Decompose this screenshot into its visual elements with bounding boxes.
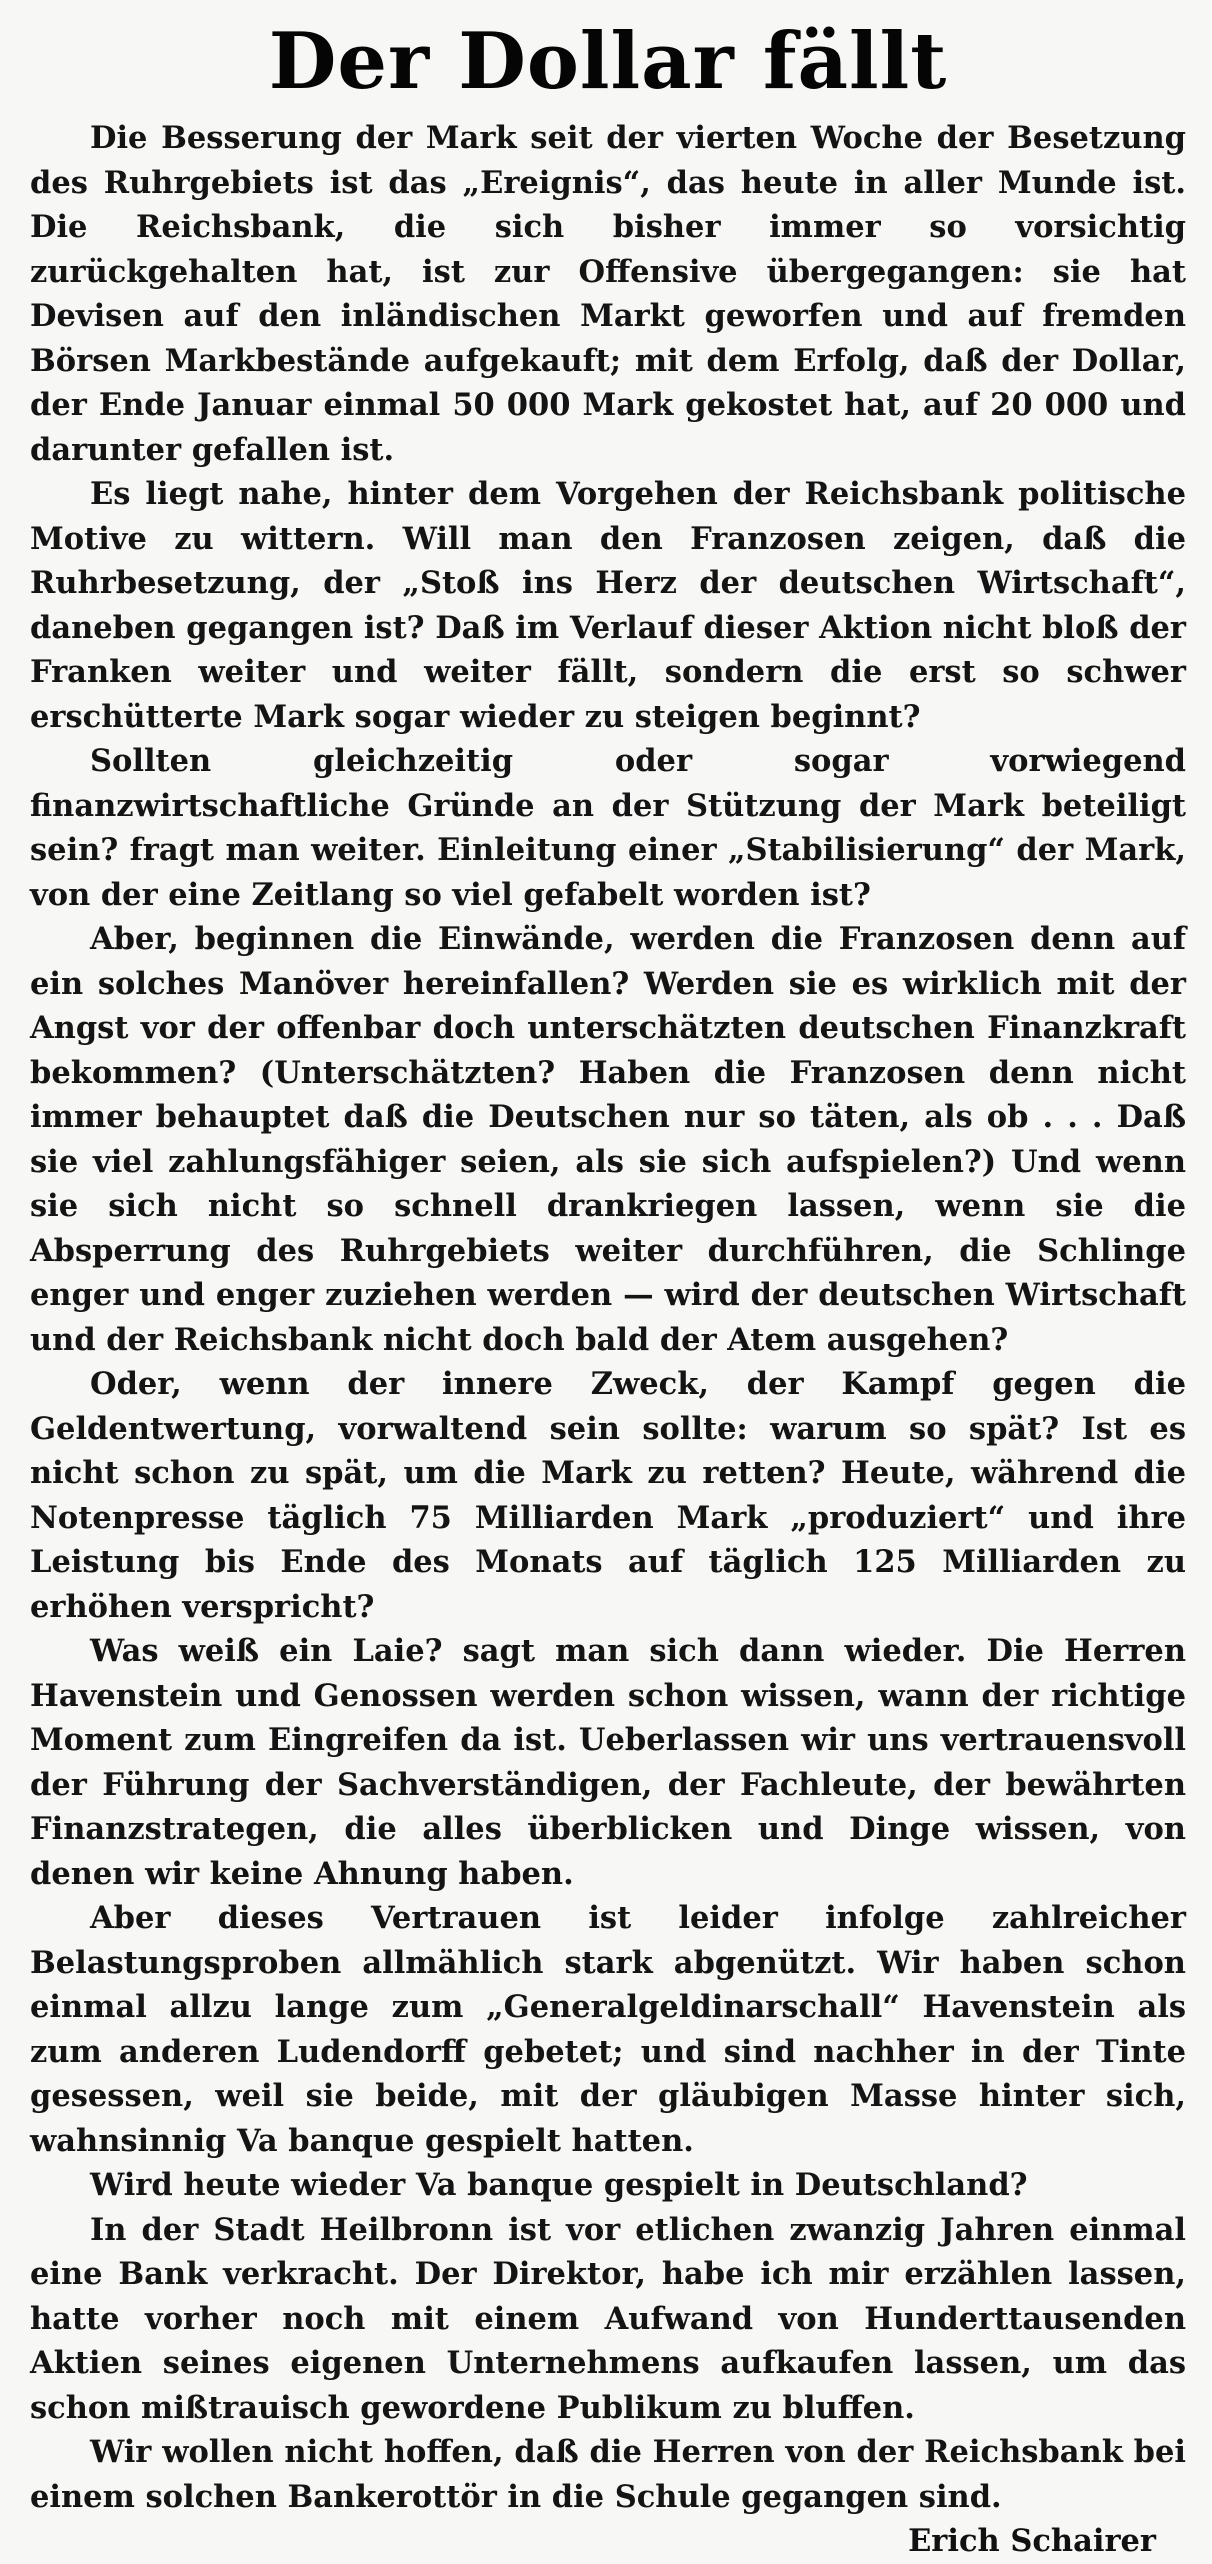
headline: Der Dollar fällt (268, 16, 948, 107)
paragraph-9: In der Stadt Heilbronn ist vor etlichen zwanzig Jahren einmal eine Bank verkracht. Der Direktor, habe ich mir erzählen lassen, hatte vorher noch mit einem Aufwand von Hunderttausenden Aktien seines eigenen Unternehmens aufkaufen lassen, um das schon mißtrauisch gewordene Publikum zu bluffen. (30, 2211, 1186, 2426)
paragraph-8: Wird heute wieder Va banque gespielt in Deutschland? (90, 2167, 1028, 2203)
paragraph-10: Wir wollen nicht hoffen, daß die Herren von der Reichsbank bei einem solchen Bankerottör in die Schule gegangen sind. (30, 2434, 1186, 2515)
paragraph-4: Aber, beginnen die Einwände, werden die Franzosen denn auf ein solches Manöver hereinfallen? Werden sie es wirklich mit der Angst vor der offenbar doch unterschätzten deutschen Finanzkraft bekommen? (Unterschätzten? Haben die Franzosen denn nicht immer behauptet daß die Deutschen nur so täten, als ob . . . Daß sie viel zahlungsfähiger seien, als sie sich aufspielen?) Und wenn sie sich nicht so schnell drankriegen lassen, wenn sie die Absperrung des Ruhrgebiets weiter durchführen, die Schlinge enger und enger zuziehen werden — wird der deutschen Wirtschaft und der Reichsbank nicht doch bald der Atem ausgehen? (30, 921, 1186, 1358)
author-signature: Erich Schairer (908, 2523, 1156, 2559)
paragraph-7: Aber dieses Vertrauen ist leider infolge zahlreicher Belastungsproben allmählich stark abgenützt. Wir haben schon einmal allzu lange zum „Generalgeldinarschall“ Havenstein als zum anderen Ludendorff gebetet; und sind nachher in der Tinte gesessen, weil sie beide, mit der gläubigen Masse hinter sich, wahnsinnig Va banque gespielt hatten. (30, 1900, 1186, 2159)
paragraph-6: Was weiß ein Laie? sagt man sich dann wieder. Die Herren Havenstein und Genossen werden schon wissen, wann der richtige Moment zum Eingreifen da ist. Ueberlassen wir uns vertrauensvoll der Führung der Sachverständigen, der Fachleute, der bewährten Finanzstrategen, die alles überblicken und Dinge wissen, von denen wir keine Ahnung haben. (30, 1633, 1186, 1892)
paragraph-1: Die Besserung der Mark seit der vierten Woche der Besetzung des Ruhrgebiets ist das „Ereignis“, das heute in aller Munde ist. Die Reichsbank, die sich bisher immer so vorsichtig zurückgehalten hat, ist zur Offensive übergegangen: sie hat Devisen auf den inländischen Markt geworfen und auf fremden Börsen Markbestände aufgekauft; mit dem Erfolg, daß der Dollar, der Ende Januar einmal 50 000 Mark gekostet hat, auf 20 000 und darunter gefallen ist. (30, 120, 1186, 468)
article-body (30, 116, 1186, 2519)
paragraph-3: Sollten gleichzeitig oder sogar vorwiegend finanzwirtschaftliche Gründe an der Stützung der Mark beteiligt sein? fragt man weiter. Einleitung einer „Stabilisierung“ der Mark, von der eine Zeitlang so viel gefabelt worden ist? (30, 743, 1186, 913)
paragraph-5: Oder, wenn der innere Zweck, der Kampf gegen die Geldentwertung, vorwaltend sein sollte: warum so spät? Ist es nicht schon zu spät, um die Mark zu retten? Heute, während die Notenpresse täglich 75 Milliarden Mark „produziert“ und ihre Leistung bis Ende des Monats auf täglich 125 Milliarden zu erhöhen verspricht? (30, 1366, 1186, 1625)
paragraph-2: Es liegt nahe, hinter dem Vorgehen der Reichsbank politische Motive zu wittern. Will man den Franzosen zeigen, daß die Ruhrbesetzung, der „Stoß ins Herz der deutschen Wirtschaft“, daneben gegangen ist? Daß im Verlauf dieser Aktion nicht bloß der Franken weiter und weiter fällt, sondern die erst so schwer erschütterte Mark sogar wieder zu steigen beginnt? (30, 476, 1186, 735)
